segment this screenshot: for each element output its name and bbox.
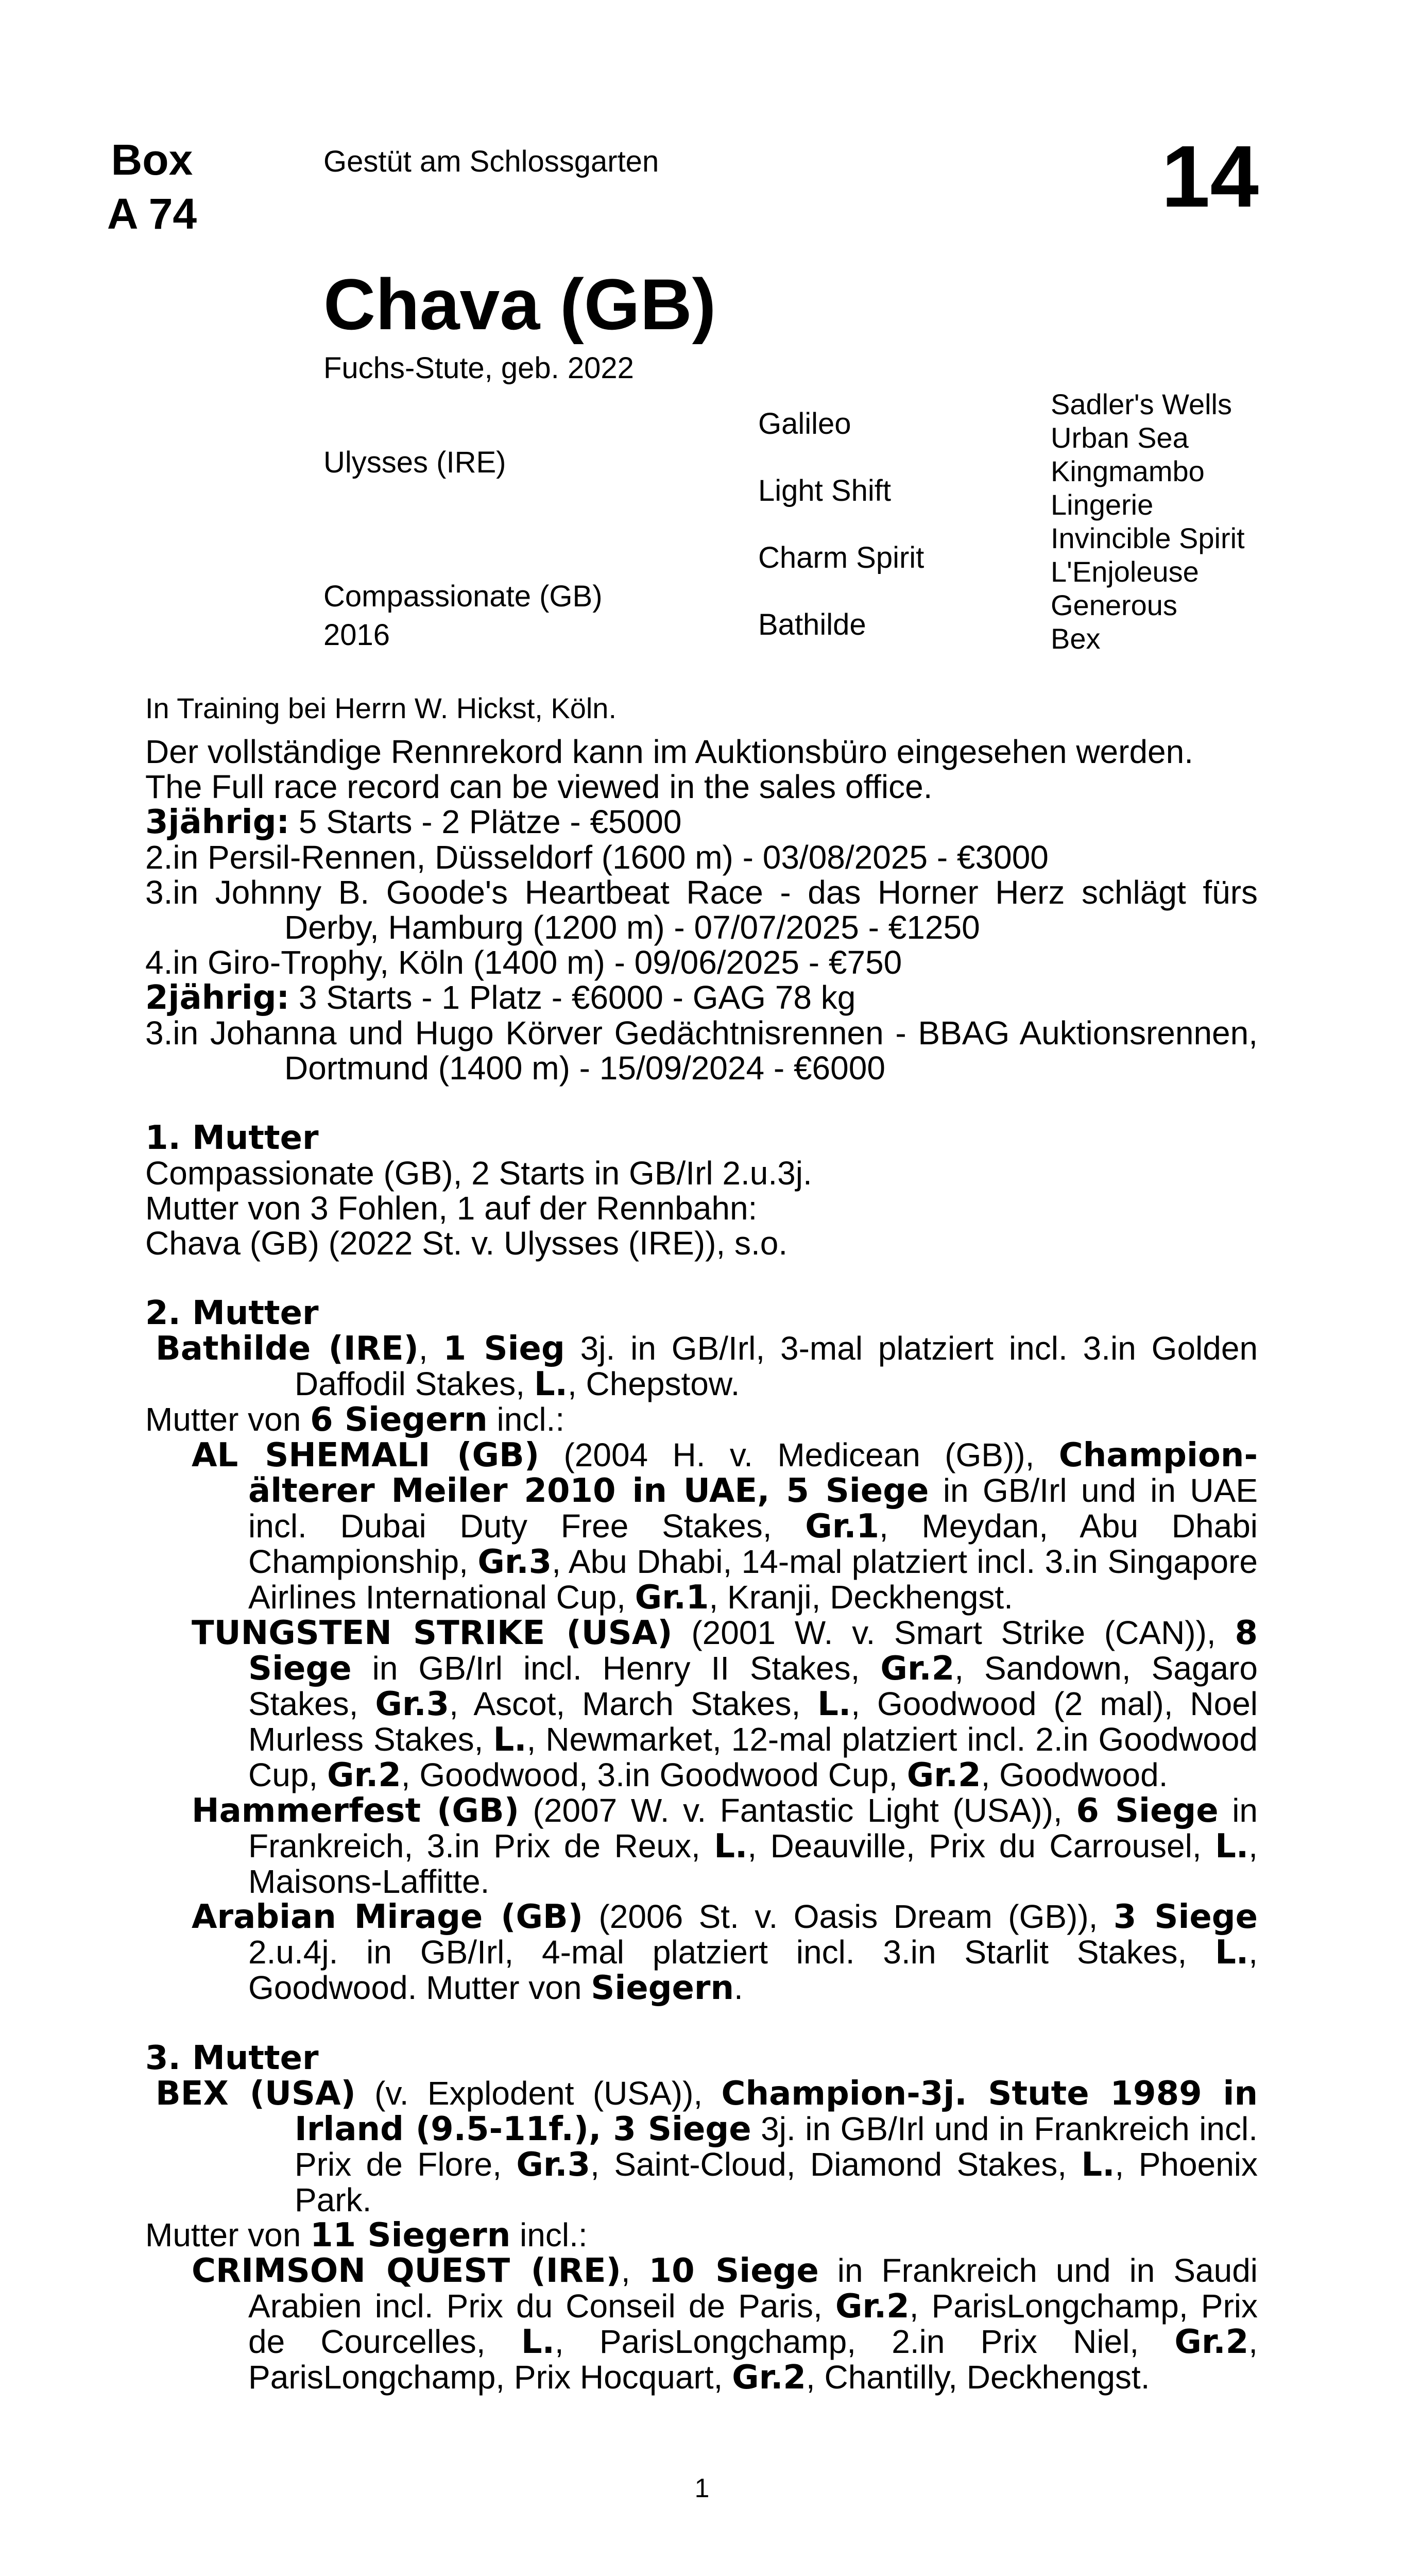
pedigree-dam-sire: Charm Spirit — [758, 541, 924, 574]
text-bold: Champion-3j. Stute 1989 in Irland (9.5-11f.), 3 Siege — [295, 2075, 1258, 2148]
text-run: , — [621, 2252, 649, 2289]
text-run: , Goodwood. — [981, 1756, 1168, 1793]
text-bold: 6 Siege — [1076, 1792, 1219, 1830]
third-dam-produce — [145, 2217, 1258, 2253]
text-run: , ParisLongchamp, Prix Hocquart, — [248, 2323, 1258, 2396]
two-yo-summary-text: 3 Starts - 1 Platz - €6000 - GAG 78 kg — [289, 979, 856, 1016]
lot-number: 14 — [1161, 128, 1259, 226]
pedigree-g3-3: Kingmambo — [1051, 455, 1205, 487]
pedigree-sire-dam: Light Shift — [758, 474, 891, 507]
grade: L. — [1215, 1934, 1249, 1972]
text-run: , Deauville, Prix du Carrousel, — [747, 1827, 1215, 1865]
text-run: (2007 W. v. Fantastic Light (USA)), — [519, 1792, 1076, 1829]
grade: L. — [1215, 1827, 1249, 1866]
text-run: , Maisons-Laffitte. — [248, 1827, 1258, 1900]
text-run: in Frankreich und in Saudi Arabien incl. Prix du Conseil de Paris, — [248, 2252, 1258, 2325]
text-run: in Frankreich, 3.in Prix de Reux, — [248, 1792, 1258, 1865]
grade: Gr.3 — [516, 2146, 591, 2184]
horse-name: Chava (GB) — [323, 264, 716, 345]
produce-name: Hammerfest (GB) — [192, 1792, 519, 1830]
text-run: (2006 St. v. Oasis Dream (GB)), — [583, 1898, 1114, 1935]
pedigree-g3-2: Urban Sea — [1051, 421, 1189, 454]
text-run: , Goodwood. Mutter von — [248, 1934, 1258, 2006]
text-run: Mutter von — [145, 2216, 311, 2253]
produce-entry-al-shemali — [145, 1437, 1258, 1615]
pedigree-dam: Compassionate (GB) — [323, 580, 603, 613]
produce-name: Arabian Mirage (GB) — [192, 1898, 584, 1936]
text-run: , Meydan, Abu Dhabi Championship, — [248, 1507, 1258, 1580]
grade: Gr.2 — [880, 1650, 955, 1688]
dam-name: BEX (USA) — [156, 2075, 356, 2113]
produce-count: 11 Siegern — [310, 2216, 511, 2255]
pedigree-g3-1: Sadler's Wells — [1051, 388, 1232, 420]
pedigree-g3-5: Invincible Spirit — [1051, 522, 1245, 554]
race-line: 2.in Persil-Rennen, Düsseldorf (1600 m) - 03/08/2025 - €3000 — [145, 839, 1049, 876]
text-run: , Kranji, Deckhengst. — [709, 1579, 1013, 1616]
pedigree-g3-7: Generous — [1051, 589, 1177, 621]
pedigree-g3-8: Bex — [1051, 622, 1101, 655]
page-number: 1 — [694, 2473, 710, 2503]
box-number: A 74 — [107, 190, 197, 238]
pedigree-dam-dam: Bathilde — [758, 608, 866, 641]
breeder: Gestüt am Schlossgarten — [323, 145, 659, 178]
pedigree-third-generation — [1051, 387, 1245, 655]
grade: L. — [714, 1827, 748, 1866]
second-dam-produce — [145, 1402, 1258, 1437]
text-bold: Siegern — [591, 1969, 734, 2007]
text-run: , Newmarket, 12-mal platziert incl. 2.in Goodwood Cup, — [248, 1721, 1258, 1793]
text-run: in GB/Irl und in UAE incl. Dubai Duty Free Stakes, — [248, 1472, 1258, 1545]
text-run: , ParisLongchamp, Prix de Courcelles, — [248, 2287, 1258, 2360]
produce-entry-arabian-mirage — [145, 1899, 1258, 2006]
text-bold: 8 Siege — [248, 1614, 1258, 1688]
two-yo-summary — [145, 980, 1258, 1015]
catalogue-body — [145, 734, 1258, 2395]
race-line: 3.in Johanna und Hugo Körver Gedächtnisrennen - BBAG Auktionsrennen, Dortmund (1400 m) - 15/09/2024 - €6000 — [145, 1014, 1258, 1087]
text-run: . — [734, 1969, 743, 2006]
produce-entry-hammerfest — [145, 1793, 1258, 1899]
grade: Gr.2 — [906, 1756, 981, 1794]
grade: L. — [534, 1365, 568, 1403]
text-run: 2.u.4j. in GB/Irl, 4-mal platziert incl. 3.in Starlit Stakes, — [248, 1934, 1215, 1971]
third-dam-entry — [145, 2076, 1258, 2217]
three-yo-label: 3jährig: — [145, 803, 290, 841]
text-run: (v. Explodent (USA)), — [355, 2075, 722, 2112]
pedigree-sire: Ulysses (IRE) — [323, 446, 506, 479]
text-bold: 10 Siege — [648, 2252, 819, 2290]
dam-wins: 1 Sieg — [443, 1330, 565, 1368]
grade: L. — [521, 2323, 555, 2361]
pedigree-dam-year: 2016 — [323, 618, 390, 652]
grade: L. — [493, 1721, 527, 1759]
race-line: 4.in Giro-Trophy, Köln (1400 m) - 09/06/2025 - €750 — [145, 944, 902, 981]
first-dam-heading: 1. Mutter — [145, 1119, 319, 1157]
text-run: 3j. in GB/Irl, 3-mal platziert incl. 3.in Golden Daffodil Stakes, — [295, 1330, 1258, 1402]
grade: L. — [1081, 2146, 1115, 2184]
dam-name: Bathilde (IRE) — [156, 1330, 419, 1368]
produce-entry-tungsten-strike — [145, 1615, 1258, 1793]
race-record-note-de: Der vollständige Rennrekord kann im Auktionsbüro eingesehen werden. — [145, 733, 1193, 770]
grade: Gr.3 — [375, 1685, 450, 1723]
pedigree-g3-6: L'Enjoleuse — [1051, 555, 1199, 588]
produce-count: 6 Siegern — [310, 1401, 488, 1439]
pedigree-sire-sire: Galileo — [758, 407, 851, 440]
text-run: , ParisLongchamp, 2.in Prix Niel, — [554, 2323, 1175, 2360]
grade: Gr.2 — [327, 1756, 401, 1794]
text-run: , Chepstow. — [567, 1365, 740, 1402]
second-dam-entry: Bathilde (IRE), 1 Sieg 3j. in GB/Irl, 3-mal platziert incl. 3.in Golden Daffodil Stakes, L., Chepstow. — [156, 1330, 1258, 1403]
grade: Gr.2 — [835, 2287, 910, 2326]
text-run: , Ascot, March Stakes, — [449, 1685, 818, 1722]
produce-name: TUNGSTEN STRIKE (USA) — [192, 1614, 673, 1652]
text-run: incl.: — [510, 2216, 588, 2253]
first-dam-line: Mutter von 3 Fohlen, 1 auf der Rennbahn: — [145, 1190, 758, 1227]
race-record-note-en: The Full race record can be viewed in the sales office. — [145, 768, 933, 805]
text-run: , Sandown, Sagaro Stakes, — [248, 1650, 1258, 1722]
text-run: Mutter von — [145, 1401, 311, 1438]
text-run: , Goodwood, 3.in Goodwood Cup, — [401, 1756, 907, 1793]
race-line: 3.in Johnny B. Goode's Heartbeat Race - das Horner Herz schlägt fürs Derby, Hamburg (1200 m) - 07/07/2025 - €1250 — [145, 874, 1258, 946]
second-dam-heading: 2. Mutter — [145, 1294, 319, 1332]
text-run: , Goodwood (2 mal), Noel Murless Stakes, — [248, 1685, 1258, 1758]
produce-entry-crimson-quest — [145, 2253, 1258, 2395]
two-yo-label: 2jährig: — [145, 979, 290, 1017]
grade: Gr.3 — [477, 1543, 552, 1581]
text-run: incl.: — [487, 1401, 565, 1438]
horse-description: Fuchs-Stute, geb. 2022 — [323, 351, 634, 385]
text-run: 3j. in GB/Irl und in Frankreich incl. Prix de Flore, — [295, 2110, 1258, 2183]
produce-name: AL SHEMALI (GB) — [192, 1436, 540, 1475]
produce-name: CRIMSON QUEST (IRE) — [192, 2252, 621, 2290]
grade: Gr.1 — [635, 1579, 709, 1617]
three-yo-summary-text: 5 Starts - 2 Plätze - €5000 — [289, 803, 682, 840]
grade: Gr.2 — [1174, 2323, 1249, 2361]
text-run: (2004 H. v. Medicean (GB)), — [539, 1436, 1059, 1473]
text-bold: Champion-älterer Meiler 2010 in UAE, 5 Siege — [248, 1436, 1258, 1510]
third-dam-heading: 3. Mutter — [145, 2039, 319, 2077]
text-run: in GB/Irl incl. Henry II Stakes, — [351, 1650, 881, 1687]
text-run: , Phoenix Park. — [295, 2146, 1258, 2218]
text-run: , Chantilly, Deckhengst. — [806, 2359, 1150, 2396]
grade: Gr.2 — [732, 2359, 806, 2397]
pedigree-g3-4: Lingerie — [1051, 488, 1154, 521]
first-dam-line: Compassionate (GB), 2 Starts in GB/Irl 2.u.3j. — [145, 1155, 812, 1192]
text-run: , Abu Dhabi, 14-mal platziert incl. 3.in Singapore Airlines International Cup, — [248, 1543, 1258, 1616]
grade: L. — [817, 1685, 851, 1723]
first-dam-line: Chava (GB) (2022 St. v. Ulysses (IRE)), s.o. — [145, 1225, 788, 1262]
grade: Gr.1 — [805, 1507, 880, 1546]
text-run: (2001 W. v. Smart Strike (CAN)), — [672, 1614, 1235, 1651]
text-bold: 3 Siege — [1113, 1898, 1258, 1936]
box-label: Box — [111, 135, 193, 184]
text-run: , Saint-Cloud, Diamond Stakes, — [590, 2146, 1082, 2183]
three-yo-summary — [145, 804, 1258, 840]
training-note: In Training bei Herrn W. Hickst, Köln. — [145, 692, 617, 724]
